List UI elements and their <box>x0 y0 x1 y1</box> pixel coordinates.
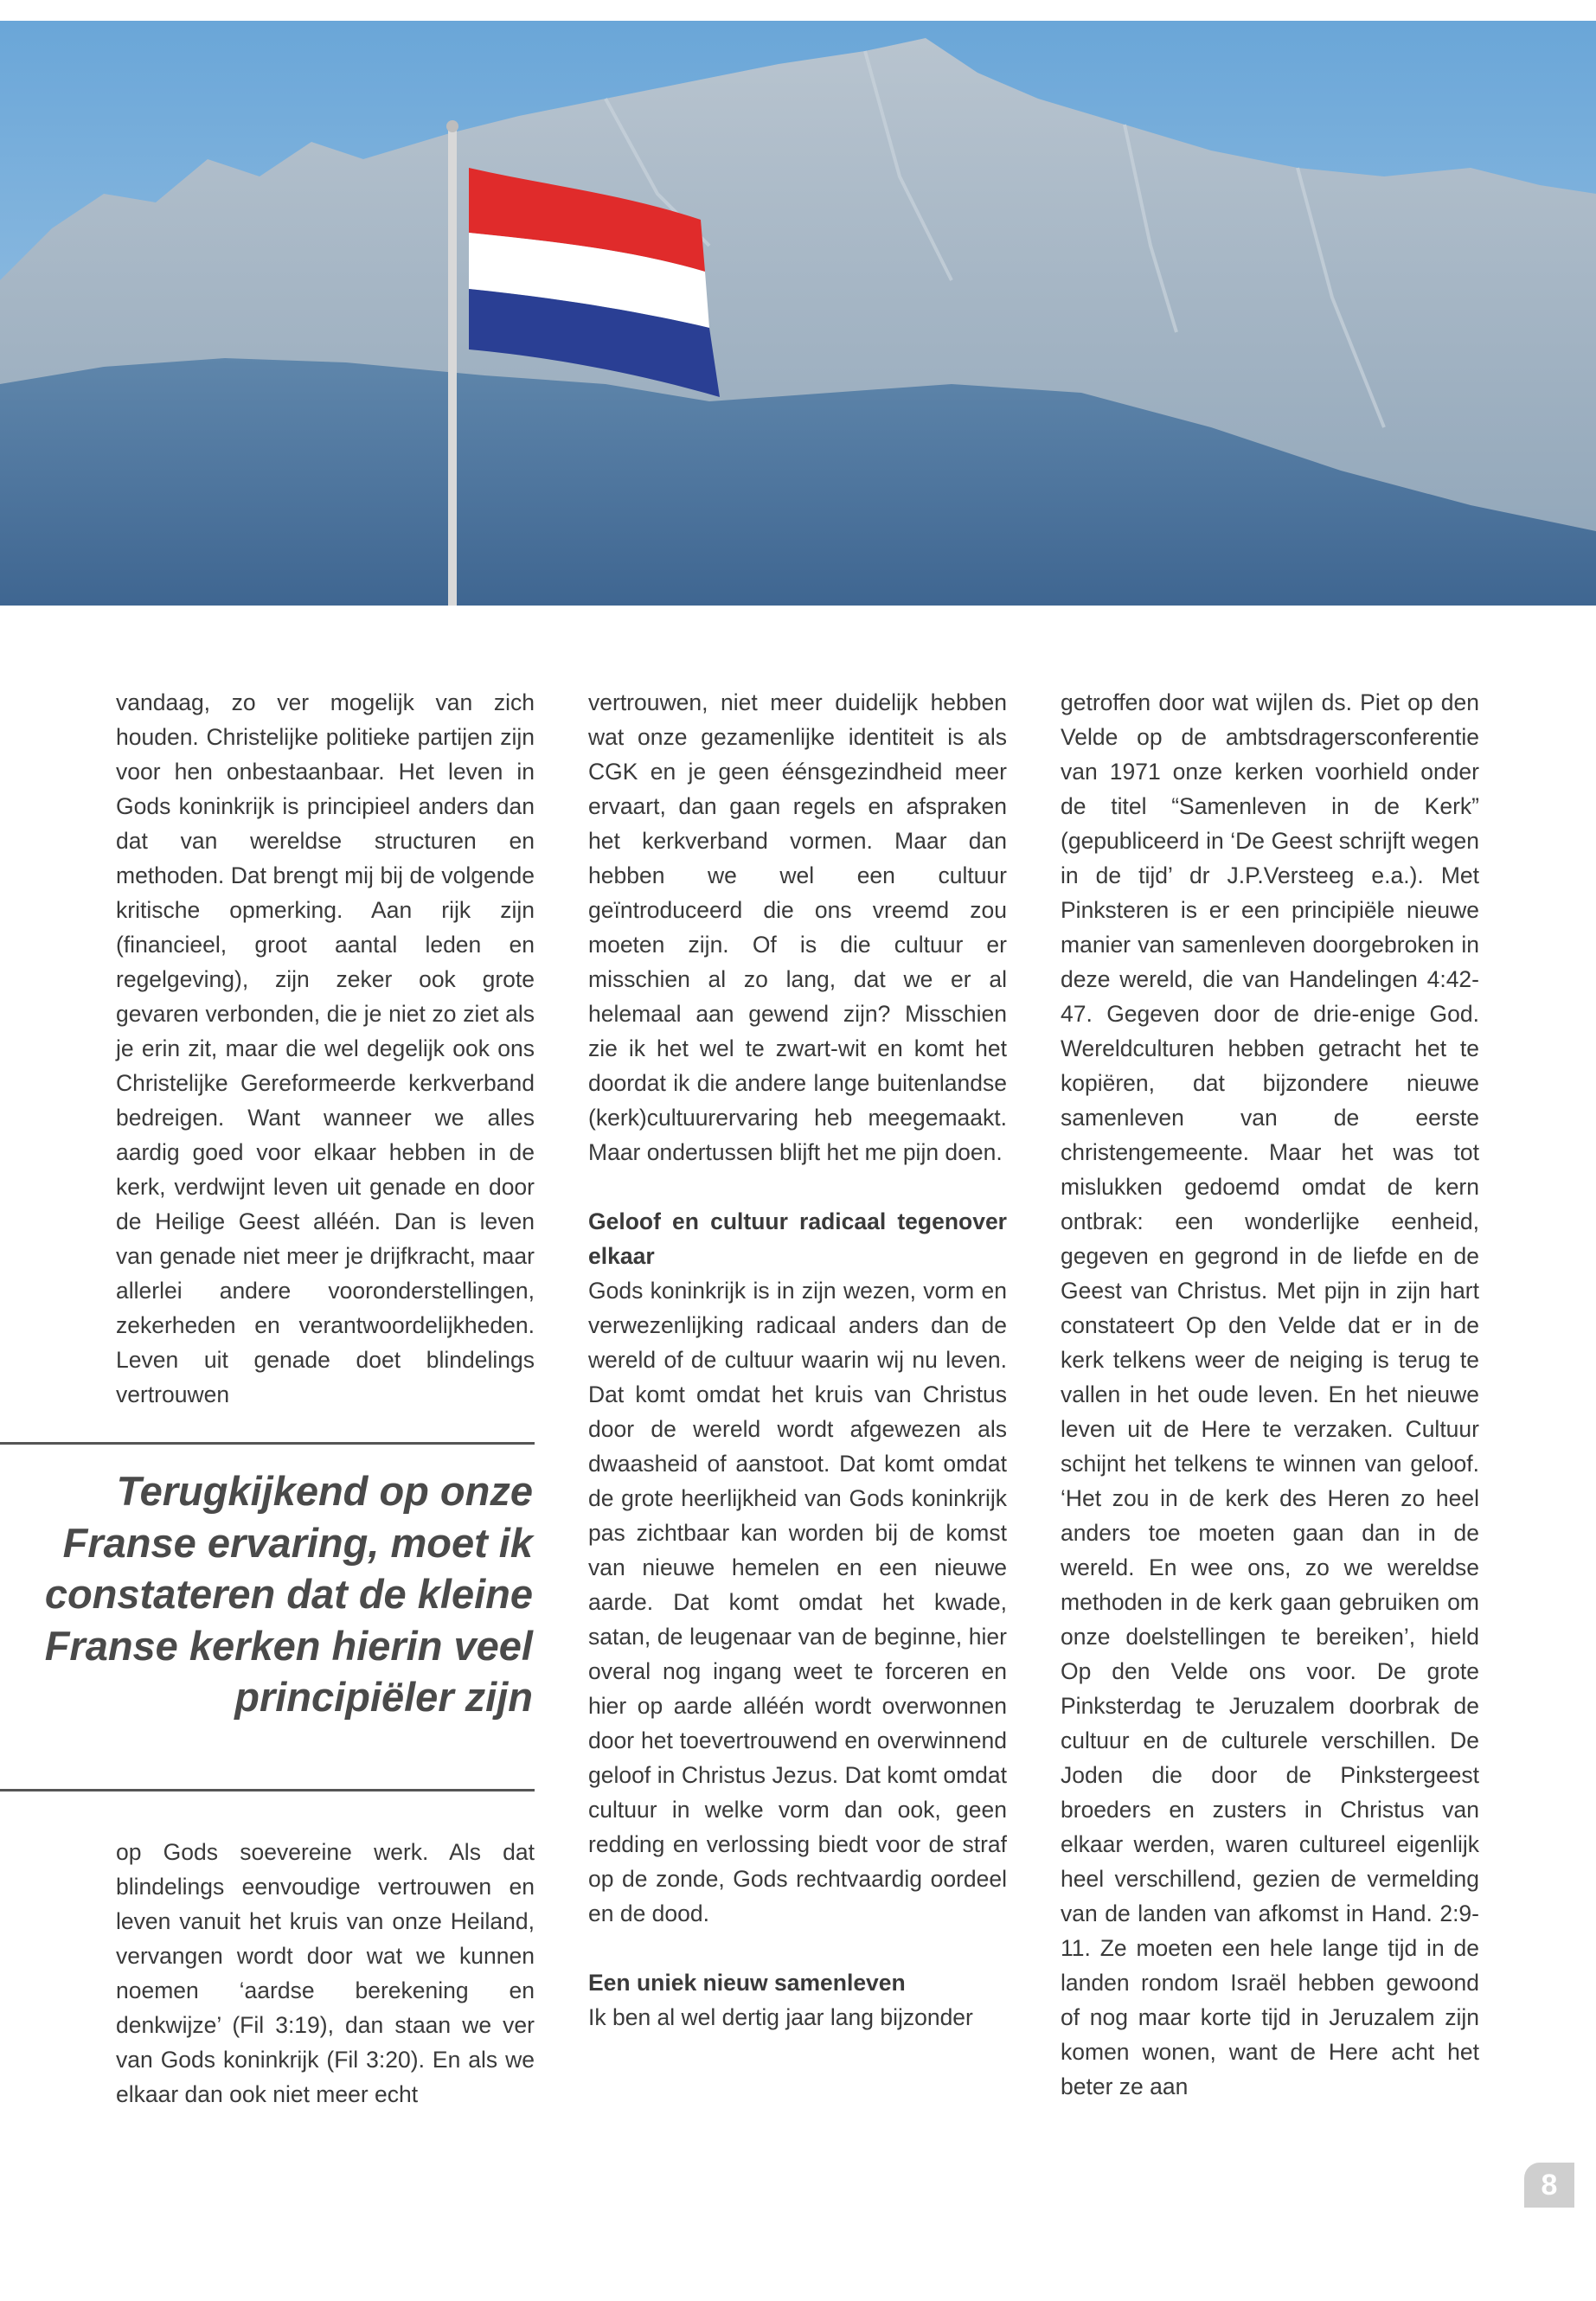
column-1-top <box>116 685 535 1412</box>
column-3-text: getroffen door wat wijlen ds. Piet op den Velde op de ambtsdragersconferentie van 1971 onze kerken voorhield onder de titel “Samenleven in de Kerk” (gepubliceerd in ‘De Geest schrijft wegen in de tijd’ dr J.P.Versteeg e.a.). Met Pinksteren is er een principiële nieuwe manier van samenleven doorgebroken in deze wereld, die van Handelingen 4:42-47. Gegeven door de drie-enige God. Wereldculturen hebben getracht het te kopiëren, dat bijzondere nieuwe samenleven van de eerste christengemeente. Maar het was tot mislukken gedoemd omdat de kern ontbrak: een wonderlijke eenheid, gegeven en gegrond in de liefde en de Geest van Christus. Met pijn in zijn hart constateert Op den Velde dat er in de kerk telkens weer de neiging is terug te vallen in het oude leven. En het nieuwe leven uit de Here te verzaken. Cultuur schijnt het telkens te winnen van geloof. ‘Het zou in de kerk des Heren zo heel anders toe moeten gaan dan in de wereld. En wee ons, zo we wereldse methoden in de kerk gaan gebruiken om onze doelstellingen te bereiken’, hield Op den Velde ons voor. De grote Pinksterdag te Jeruzalem doorbrak de cultuur en de culturele verschillen. De Joden die door de Pinkstergeest broeders en zusters in Christus van elkaar werden, waren cultureel eigenlijk heel verschillend, gezien de vermelding van de landen van afkomst in Hand. 2:9-11. Ze moeten een hele lange tijd in de landen rondom Israël hebben gewoond of nog maar korte tijd in Jeruzalem zijn komen wonen, want de Here acht het beter ze aan <box>1061 689 1479 2099</box>
pull-quote-text: Terugkijkend op onze Franse ervaring, moet ik constateren dat de kleine Franse kerken hierin veel principiëler zijn <box>44 1468 533 1720</box>
column-2-paragraph-1: vertrouwen, niet meer duidelijk hebben wat onze gezamenlijke identiteit is als CGK en je geen éénsgezindheid meer ervaart, dan gaan regels en afspraken het kerkverband vormen. Maar dan hebben we wel een cultuur geïntroduceerd die ons vreemd zou moeten zijn. Of is die cultuur er misschien al zo lang, dat we er al helemaal aan gewend zijn? Misschien zie ik het wel te zwart-wit en komt het doordat ik die andere lange buitenlandse (kerk)cultuurervaring heb meegemaakt. Maar ondertussen blijft het me pijn doen. <box>588 689 1007 1165</box>
column-1-bottom <box>116 1835 535 2112</box>
column-2 <box>588 685 1007 2035</box>
column-3 <box>1061 685 1479 2104</box>
column-1-top-text: vandaag, zo ver mogelijk van zich houden. Christelijke politieke partijen zijn voor hen onbestaanbaar. Het leven in Gods koninkrijk is principieel anders dan dat van wereldse structuren en methoden. Dat brengt mij bij de volgende kritische opmerking. Aan rijk zijn (financieel, groot aantal leden en regelgeving), zijn zeker ook grote gevaren verbonden, die je niet zo ziet als je erin zit, maar die wel degelijk ook ons Christelijke Gereformeerde kerkverband bedreigen. Want wanneer we alles aardig goed voor elkaar hebben in de kerk, verdwijnt leven uit genade en door de Heilige Geest alléén. Dan is leven van genade niet meer je drijfkracht, maar allerlei andere vooronderstellingen, zekerheden en verantwoordelijkheden. Leven uit genade doet blindelings vertrouwen <box>116 689 535 1407</box>
flag-pole-top <box>446 120 458 132</box>
section-heading-uniek-samenleven: Een uniek nieuw samenleven <box>588 1970 906 1996</box>
column-1-bottom-text: op Gods soevereine werk. Als dat blindelings eenvoudige vertrouwen en leven vanuit het kruis van onze Heiland, vervangen wordt door wat we kunnen noemen ‘aardse berekening en denkwijze’ (Fil 3:19), dan staan we ver van Gods koninkrijk (Fil 3:20). En als we elkaar dan ook niet meer echt <box>116 1839 535 2107</box>
column-2-paragraph-3: Ik ben al wel dertig jaar lang bijzonder <box>588 2004 973 2030</box>
flag-pole <box>448 125 457 606</box>
page-number: 8 <box>1524 2163 1574 2208</box>
pull-quote <box>0 1442 535 1791</box>
column-2-paragraph-2: Gods koninkrijk is in zijn wezen, vorm en verwezenlijking radicaal anders dan de wereld of de cultuur waarin wij nu leven. Dat komt omdat het kruis van Christus door de wereld wordt afgewezen als dwaasheid of aanstoot. Dat komt omdat de grote heerlijkheid van Gods koninkrijk pas zichtbaar kan worden bij de komst van nieuwe hemelen en een nieuwe aarde. Dat komt omdat het kwade, satan, de leugenaar van de beginne, hier overal nog ingang weet te forceren en hier op aarde alléén wordt overwonnen door het toevertrouwend en overwinnend geloof in Christus Jezus. Dat komt omdat cultuur in welke vorm dan ook, geen redding en verlossing biedt voor de straf op de zonde, Gods rechtvaardig oordeel en de dood. <box>588 1278 1007 1926</box>
section-heading-geloof-en-cultuur: Geloof en cultuur radicaal tegenover elkaar <box>588 1208 1007 1269</box>
header-image <box>0 21 1596 606</box>
